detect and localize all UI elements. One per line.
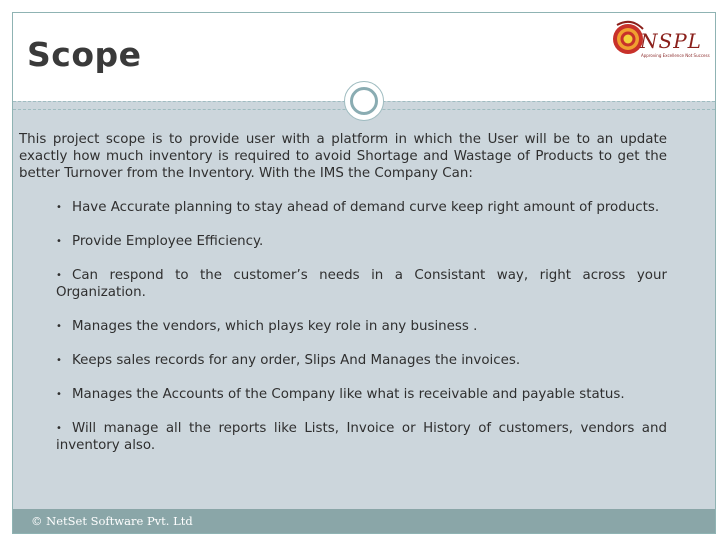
slide-footer xyxy=(13,509,715,534)
bullet-text: Can respond to the customer’s needs in a Consistant way, right across your Organization. xyxy=(56,268,667,300)
bullet-icon: • xyxy=(56,270,62,281)
slide-title: Scope xyxy=(27,35,142,74)
bullet-item xyxy=(56,199,667,216)
bullet-item xyxy=(56,267,667,301)
bullet-item xyxy=(56,386,667,403)
bullet-item xyxy=(56,420,667,454)
bullet-text: Manages the vendors, which plays key role in any business . xyxy=(72,319,478,334)
bullet-text: Keeps sales records for any order, Slips And Manages the invoices. xyxy=(72,353,521,368)
bullet-text: Manages the Accounts of the Company like what is receivable and payable status. xyxy=(72,387,625,402)
bullet-list xyxy=(56,199,667,454)
bullet-icon: • xyxy=(56,202,62,213)
bullet-icon: • xyxy=(56,389,62,400)
bullet-text: Provide Employee Efficiency. xyxy=(72,234,264,249)
intro-paragraph: This project scope is to provide user with a platform in which the User will be to an update exactly how much inventory is required to avoid Shortage and Wastage of Products to get the better Turnover from the Inventory. With the IMS the Company Can: xyxy=(19,132,667,181)
bullet-text: Have Accurate planning to stay ahead of demand curve keep right amount of products. xyxy=(72,200,660,215)
logo-wordmark: NSPL xyxy=(640,29,702,53)
divider-circle-icon xyxy=(344,81,384,121)
bullet-item xyxy=(56,233,667,250)
logo-tagline: Approving Excellence Not Success xyxy=(641,53,710,58)
bullet-icon: • xyxy=(56,355,62,366)
footer-copyright: © NetSet Software Pvt. Ltd xyxy=(31,514,193,528)
bullet-icon: • xyxy=(56,236,62,247)
bullet-text: Will manage all the reports like Lists, Invoice or History of customers, vendors and inventory also. xyxy=(56,421,667,453)
bullet-icon: • xyxy=(56,423,62,434)
bullet-icon: • xyxy=(56,321,62,332)
slide xyxy=(12,12,716,534)
bullet-item xyxy=(56,352,667,369)
bullet-item xyxy=(56,318,667,335)
logo-emblem-icon xyxy=(613,22,643,54)
